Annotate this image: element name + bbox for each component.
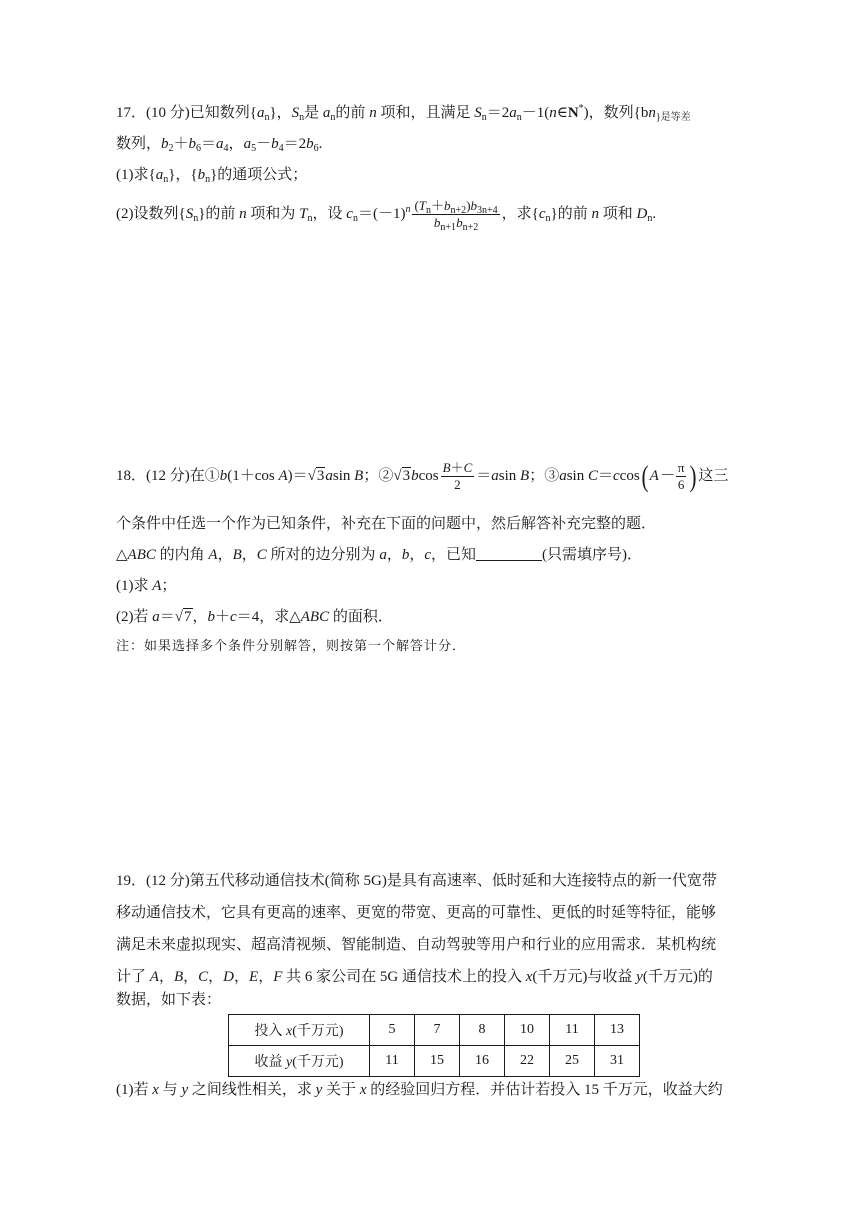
bc-half-fraction: $\frac{B+C}{2}$ bbox=[442, 460, 473, 493]
q17-line-1: 17．(10 分)已知数列$\{a_n\}$，$S_n$是 $a_n$的前 n 项和，且满足 $S_n=2a_n-1(n\in N^*)$，数列{$bn_{\}是等差}$ bbox=[116, 103, 691, 123]
table-cell: 7 bbox=[415, 1015, 460, 1046]
table-cell: 22 bbox=[505, 1046, 550, 1077]
q19-part-1: (1)若 x 与 y 之间线性相关，求 y 关于 x 的经验回归方程．并估计若投入 15 千万元，收益大约 bbox=[116, 1082, 723, 1098]
right-paren: ) bbox=[689, 459, 697, 493]
q19-line-3: 满足未来虚拟现实、超高清视频、智能制造、自动驾驶等用户和行业的应用需求．某机构统 bbox=[116, 937, 717, 953]
table-cell: 31 bbox=[595, 1046, 640, 1077]
table-row bbox=[229, 1015, 640, 1046]
row-label-investment: 投入 x(千万元) bbox=[229, 1015, 370, 1046]
table-cell: 16 bbox=[460, 1046, 505, 1077]
sqrt-7: √7 bbox=[174, 609, 192, 625]
q19-line-1: 19．(12 分)第五代移动通信技术(简称 5G)是具有高速率、低时延和大连接特点的新一代宽带 bbox=[116, 873, 717, 889]
table-cell: 25 bbox=[550, 1046, 595, 1077]
q17-line-2: 数列，$b_2+b_6=a_4$，$a_5-b_4=2b_6$. bbox=[116, 136, 323, 154]
q18-line-1: 18．(12 分)在①b(1＋cos A)＝√3asin B；②√3bcos $\frac{B+C}{2}$ ＝asin B；③asin C＝ccos( A－ $\frac{\pi}{6}$ ) 这三 bbox=[116, 459, 729, 493]
table-row bbox=[229, 1046, 640, 1077]
q19-line-2: 移动通信技术，它具有更高的速率、更宽的带宽、更高的可靠性、更低的时延等特征，能够 bbox=[116, 905, 717, 921]
left-paren: ( bbox=[641, 459, 649, 493]
table-cell: 11 bbox=[550, 1015, 595, 1046]
table-cell: 5 bbox=[370, 1015, 415, 1046]
row-label-revenue: 收益 y(千万元) bbox=[229, 1046, 370, 1077]
table-cell: 13 bbox=[595, 1015, 640, 1046]
q18-note: 注：如果选择多个条件分别解答，则按第一个解答计分． bbox=[116, 638, 467, 653]
table-cell: 10 bbox=[505, 1015, 550, 1046]
q17-part-2: (2)设数列$\{S_n\}$的前 n 项和为 $T_n$，设 $c_n=(-1)^n$ $\frac{(T_n+b_{n+2})b_{3n+4}}{b_{n+1}b_{n+2}}$ ，求$\{c_n\}$的前 n 项和 $D_n$. bbox=[116, 198, 657, 234]
table-cell: 11 bbox=[370, 1046, 415, 1077]
sqrt-3-b: √3 bbox=[393, 468, 411, 484]
q19-line-4: 计了 A，B，C，D，E，F 共 6 家公司在 5G 通信技术上的投入 x(千万元)与收益 y(千万元)的 bbox=[116, 969, 713, 985]
cn-fraction: $\frac{(T_n+b_{n+2})b_{3n+4}}{b_{n+1}b_{n+2}}$ bbox=[414, 198, 498, 234]
q18-line-3: △ABC 的内角 A，B，C 所对的边分别为 a，b，c，已知 (只需填序号)． bbox=[116, 547, 643, 563]
pi-over-6: $\frac{\pi}{6}$ bbox=[677, 460, 685, 493]
q18-part-1: (1)求 A； bbox=[116, 578, 177, 594]
q19-line-5: 数据，如下表： bbox=[116, 992, 222, 1008]
answer-blank[interactable] bbox=[476, 546, 542, 561]
table-cell: 8 bbox=[460, 1015, 505, 1046]
q18-part-2: (2)若 a＝√7，b＋c＝4，求△ABC 的面积． bbox=[116, 609, 393, 625]
table-cell: 15 bbox=[415, 1046, 460, 1077]
sqrt-3: √3 bbox=[307, 468, 325, 484]
q17-part-1: (1)求$\{a_n\}$，$\{b_n\}$的通项公式； bbox=[116, 167, 308, 185]
investment-revenue-table bbox=[228, 1014, 640, 1077]
q18-line-2: 个条件中任选一个作为已知条件，补充在下面的问题中，然后解答补充完整的题． bbox=[116, 516, 657, 532]
